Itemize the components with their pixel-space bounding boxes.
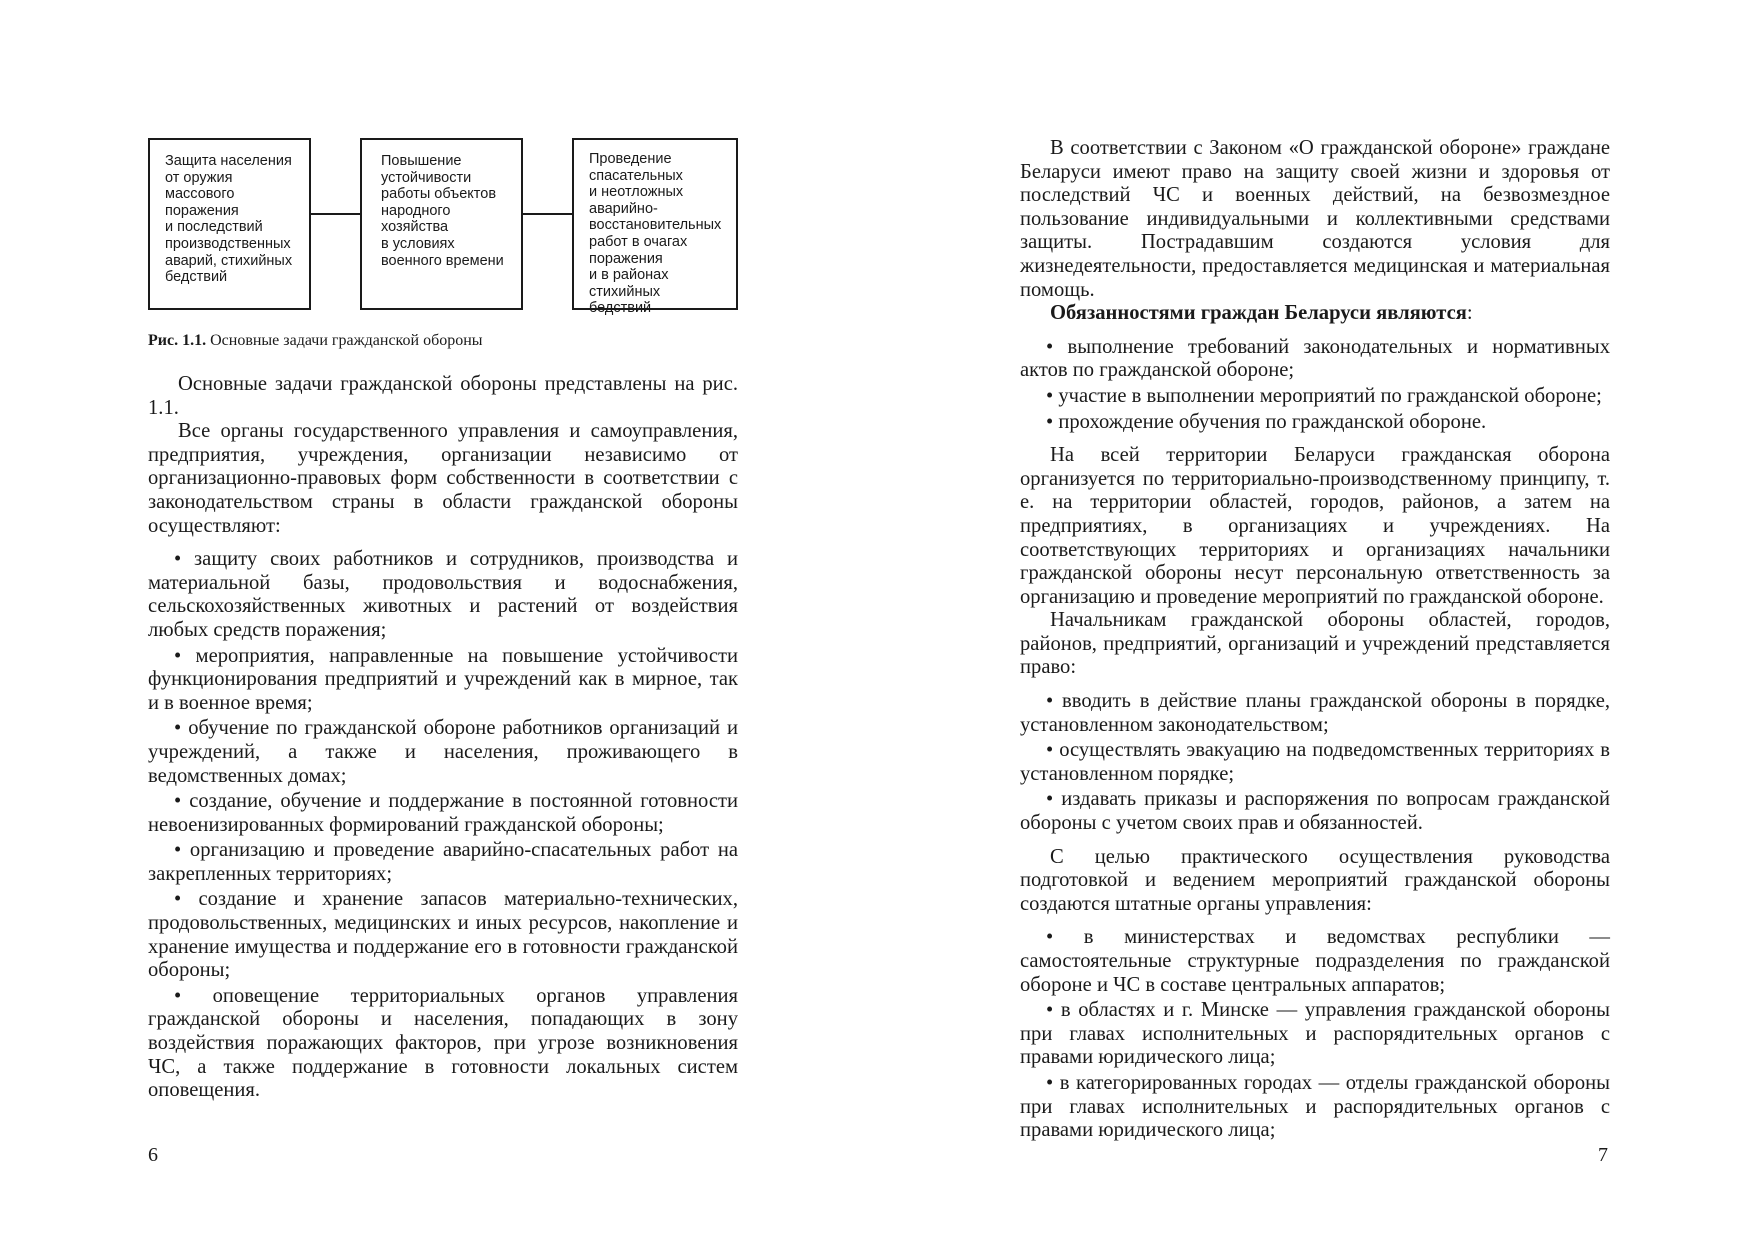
- figure-caption: [148, 331, 483, 351]
- list-item: • выполнение требований законодательных и нормативных актов по гражданской обороне;: [1020, 335, 1610, 382]
- list-item: • оповещение территориальных органов управления гражданской обороны и населения, попадающих в зону воздействия поражающих факторов, при угрозе возникновения ЧС, а также поддержание в готовности локальных систем оповещения.: [148, 984, 738, 1102]
- left-page-text: [148, 373, 738, 1103]
- duties-heading: Обязанностями граждан Беларуси являются: [1050, 302, 1467, 325]
- list-item: • в областях и г. Минске — управления гражданской обороны при главах исполнительных и распорядительных органов с правами юридического лица;: [1020, 999, 1610, 1069]
- list-item: • осуществлять эвакуацию на подведомственных территориях в установленном порядке;: [1020, 739, 1610, 785]
- list-item: • издавать приказы и распоряжения по вопросам гражданской обороны с учетом своих прав и обязанностей.: [1020, 788, 1610, 835]
- list-item: • в министерствах и ведомствах республики — самостоятельные структурные подразделения по гражданской обороне и ЧС в составе центральных аппаратов;: [1020, 926, 1610, 996]
- list-item: • создание и хранение запасов материально-технических, продовольственных, медицинских и иных ресурсов, накопление и хранение имущества и поддержание его в готовности гражданской обороны;: [148, 888, 738, 982]
- paragraph: В соответствии с Законом «О гражданской обороне» граждане Беларуси имеют право на защиту своей жизни и здоровья от последствий ЧС и военных действий, на безвозмездное пользование индивидуальными и коллективными средствами защиты. Пострадавшим создаются условия для жизнедеятельности, предоставляется медицинская и материальная помощь.: [1020, 137, 1610, 301]
- tasks-diagram: [148, 138, 738, 317]
- right-page-text: [1020, 137, 1610, 1143]
- list-item: • защиту своих работников и сотрудников, производства и материальной базы, продовольствия и водоснабжения, сельскохозяйственных животных и растений от воздействия любых средств поражения;: [148, 548, 738, 641]
- diagram-box-stability: Повышение устойчивости работы объектов народного хозяйства в условиях военного времени: [360, 138, 523, 310]
- diagram-connector: [523, 213, 572, 215]
- page-number-left: 6: [148, 1144, 158, 1166]
- list-item: • создание, обучение и поддержание в постоянной готовности невоенизированных формирований гражданской обороны;: [148, 790, 738, 836]
- caption-label: Рис. 1.1.: [148, 332, 207, 349]
- paragraph: Все органы государственного управления и самоуправления, предприятия, учреждения, организации независимо от организационно-правовых форм собственности в соответствии с законодательством страны в области гражданской обороны осуществляют:: [148, 420, 738, 537]
- list-item: • организацию и проведение аварийно-спасательных работ на закрепленных территориях;: [148, 839, 738, 885]
- diagram-connector: [311, 213, 360, 215]
- list-item: • мероприятия, направленные на повышение устойчивости функционирования предприятий и учреждений как в мирное, так и в военное время;: [148, 644, 738, 714]
- caption-text: Основные задачи гражданской обороны: [206, 332, 483, 349]
- duties-heading-line: [1020, 302, 1610, 326]
- diagram-box-rescue-works: Проведение спасательных и неотложных аварийно- восстановительных работ в очагах поражения и в районах стихийных бедствий: [572, 138, 738, 310]
- paragraph: На всей территории Беларуси гражданская оборона организуется по территориально-производственному принципу, т. е. на территории областей, городов, районов, а затем на предприятиях, в организациях и учреждениях. На соответствующих территориях и организациях начальники гражданской обороны несут персональную ответственность за организацию и проведение мероприятий по гражданской обороне.: [1020, 444, 1610, 608]
- list-item: • обучение по гражданской обороне работников организаций и учреждений, а также и населения, проживающего в ведомственных домах;: [148, 717, 738, 787]
- list-item: • в категорированных городах — отделы гражданской обороны при главах исполнительных и распорядительных органов с правами юридического лица;: [1020, 1071, 1610, 1142]
- list-item: • прохождение обучения по гражданской обороне.: [1046, 410, 1487, 433]
- list-item: • участие в выполнении мероприятий по гражданской обороне;: [1046, 384, 1602, 407]
- list-item: • вводить в действие планы гражданской обороны в порядке, установленном законодательством;: [1020, 690, 1610, 736]
- duties-colon: :: [1466, 302, 1473, 325]
- paragraph: Начальникам гражданской обороны областей, городов, районов, предприятий, организаций и учреждений представляется право:: [1020, 609, 1610, 679]
- paragraph: Основные задачи гражданской обороны представлены на рис. 1.1.: [148, 373, 738, 419]
- page-number-right: 7: [1598, 1144, 1608, 1166]
- diagram-box-population-protection: Защита населения от оружия массового поражения и последствий производственных аварий, стихийных бедствий: [148, 138, 311, 310]
- paragraph: С целью практического осуществления руководства подготовкой и ведением мероприятий гражданской обороны создаются штатные органы управления:: [1020, 845, 1610, 915]
